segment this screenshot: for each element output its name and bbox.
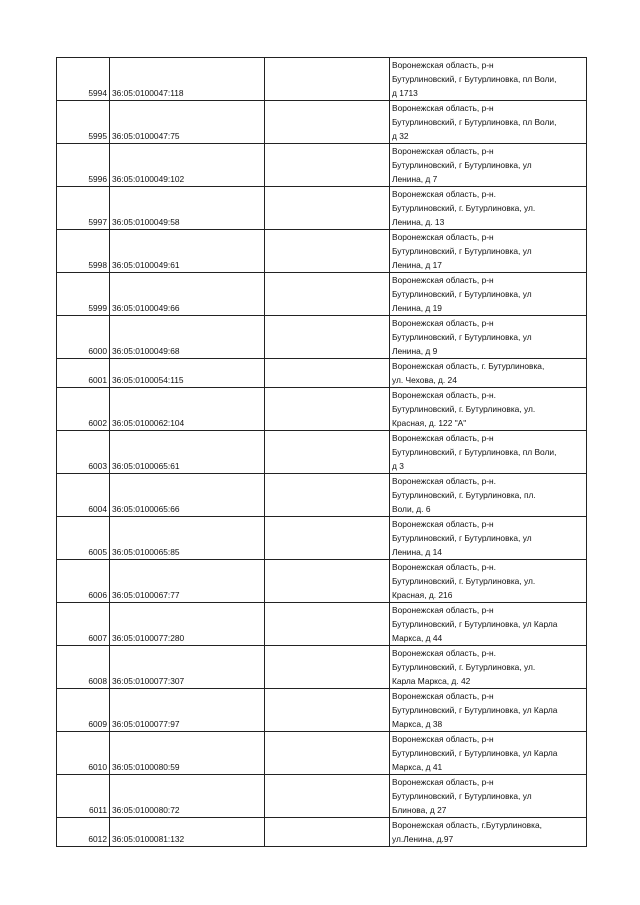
address-cell: Воронежская область, г. Бутурлиновка, ул. Чехова, д. 24 (390, 359, 587, 388)
row-number-cell: 6006 (57, 560, 110, 603)
table-row (57, 474, 587, 517)
address-cell: Воронежская область, р-н Бутурлиновский, г Бутурлиновка, ул Ленина, д 14 (390, 517, 587, 560)
row-number-cell: 5995 (57, 101, 110, 144)
address-cell: Воронежская область, р-н Бутурлиновский, г Бутурлиновка, ул Ленина, д 9 (390, 316, 587, 359)
address-cell: Воронежская область, р-н Бутурлиновский, г Бутурлиновка, пл Воли, д 32 (390, 101, 587, 144)
empty-cell (265, 273, 390, 316)
address-cell: Воронежская область, р-н Бутурлиновский, г Бутурлиновка, ул Ленина, д 19 (390, 273, 587, 316)
row-number-cell: 6005 (57, 517, 110, 560)
table-row (57, 689, 587, 732)
row-number-cell: 5998 (57, 230, 110, 273)
address-cell: Воронежская область, р-н Бутурлиновский, г Бутурлиновка, пл Воли, д 3 (390, 431, 587, 474)
table-row (57, 775, 587, 818)
empty-cell (265, 431, 390, 474)
empty-cell (265, 775, 390, 818)
empty-cell (265, 144, 390, 187)
empty-cell (265, 58, 390, 101)
table-row (57, 818, 587, 847)
empty-cell (265, 230, 390, 273)
address-cell: Воронежская область, р-н Бутурлиновский, г Бутурлиновка, ул Блинова, д 27 (390, 775, 587, 818)
table-row (57, 187, 587, 230)
row-number-cell: 5999 (57, 273, 110, 316)
row-number-cell: 6000 (57, 316, 110, 359)
cadastral-number-cell: 36:05:0100062:104 (110, 388, 265, 431)
cadastral-number-cell: 36:05:0100054:115 (110, 359, 265, 388)
table-row (57, 560, 587, 603)
row-number-cell: 6011 (57, 775, 110, 818)
cadastral-number-cell: 36:05:0100065:66 (110, 474, 265, 517)
row-number-cell: 6002 (57, 388, 110, 431)
row-number-cell: 6004 (57, 474, 110, 517)
cadastral-number-cell: 36:05:0100080:72 (110, 775, 265, 818)
address-cell: Воронежская область, р-н. Бутурлиновский, г. Бутурлиновка, ул. Красная, д. 216 (390, 560, 587, 603)
row-number-cell: 6010 (57, 732, 110, 775)
property-register-table (56, 57, 587, 847)
address-cell: Воронежская область, р-н. Бутурлиновский, г. Бутурлиновка, пл. Воли, д. 6 (390, 474, 587, 517)
row-number-cell: 6003 (57, 431, 110, 474)
table-row (57, 316, 587, 359)
address-cell: Воронежская область, г.Бутурлиновка, ул.Ленина, д.97 (390, 818, 587, 847)
cadastral-number-cell: 36:05:0100047:75 (110, 101, 265, 144)
table-row (57, 359, 587, 388)
address-cell: Воронежская область, р-н. Бутурлиновский, г. Бутурлиновка, ул. Ленина, д. 13 (390, 187, 587, 230)
cadastral-number-cell: 36:05:0100077:97 (110, 689, 265, 732)
cadastral-number-cell: 36:05:0100049:102 (110, 144, 265, 187)
row-number-cell: 6009 (57, 689, 110, 732)
empty-cell (265, 560, 390, 603)
address-cell: Воронежская область, р-н Бутурлиновский, г Бутурлиновка, ул Ленина, д 17 (390, 230, 587, 273)
cadastral-number-cell: 36:05:0100077:307 (110, 646, 265, 689)
empty-cell (265, 818, 390, 847)
address-cell: Воронежская область, р-н Бутурлиновский, г Бутурлиновка, ул Ленина, д 7 (390, 144, 587, 187)
empty-cell (265, 646, 390, 689)
empty-cell (265, 316, 390, 359)
row-number-cell: 5997 (57, 187, 110, 230)
table-row (57, 646, 587, 689)
empty-cell (265, 187, 390, 230)
table-row (57, 58, 587, 101)
cadastral-number-cell: 36:05:0100065:85 (110, 517, 265, 560)
empty-cell (265, 474, 390, 517)
cadastral-number-cell: 36:05:0100049:61 (110, 230, 265, 273)
row-number-cell: 5994 (57, 58, 110, 101)
empty-cell (265, 101, 390, 144)
row-number-cell: 6001 (57, 359, 110, 388)
table-row (57, 144, 587, 187)
cadastral-number-cell: 36:05:0100067:77 (110, 560, 265, 603)
empty-cell (265, 732, 390, 775)
cadastral-number-cell: 36:05:0100049:58 (110, 187, 265, 230)
row-number-cell: 5996 (57, 144, 110, 187)
address-cell: Воронежская область, р-н. Бутурлиновский, г. Бутурлиновка, ул. Карла Маркса, д. 42 (390, 646, 587, 689)
table-row (57, 230, 587, 273)
table-body (57, 58, 587, 847)
cadastral-number-cell: 36:05:0100081:132 (110, 818, 265, 847)
empty-cell (265, 388, 390, 431)
cadastral-number-cell: 36:05:0100049:66 (110, 273, 265, 316)
address-cell: Воронежская область, р-н Бутурлиновский, г Бутурлиновка, пл Воли, д 1713 (390, 58, 587, 101)
address-cell: Воронежская область, р-н Бутурлиновский, г Бутурлиновка, ул Карла Маркса, д 38 (390, 689, 587, 732)
empty-cell (265, 603, 390, 646)
table-row (57, 517, 587, 560)
address-cell: Воронежская область, р-н Бутурлиновский, г Бутурлиновка, ул Карла Маркса, д 44 (390, 603, 587, 646)
address-cell: Воронежская область, р-н. Бутурлиновский, г. Бутурлиновка, ул. Красная, д. 122 "А" (390, 388, 587, 431)
empty-cell (265, 359, 390, 388)
cadastral-number-cell: 36:05:0100047:118 (110, 58, 265, 101)
empty-cell (265, 517, 390, 560)
table-row (57, 732, 587, 775)
table-row (57, 431, 587, 474)
cadastral-number-cell: 36:05:0100080:59 (110, 732, 265, 775)
row-number-cell: 6007 (57, 603, 110, 646)
cadastral-number-cell: 36:05:0100065:61 (110, 431, 265, 474)
row-number-cell: 6012 (57, 818, 110, 847)
table-row (57, 603, 587, 646)
cadastral-number-cell: 36:05:0100077:280 (110, 603, 265, 646)
cadastral-number-cell: 36:05:0100049:68 (110, 316, 265, 359)
empty-cell (265, 689, 390, 732)
table-row (57, 388, 587, 431)
table-row (57, 101, 587, 144)
row-number-cell: 6008 (57, 646, 110, 689)
table-row (57, 273, 587, 316)
address-cell: Воронежская область, р-н Бутурлиновский, г Бутурлиновка, ул Карла Маркса, д 41 (390, 732, 587, 775)
